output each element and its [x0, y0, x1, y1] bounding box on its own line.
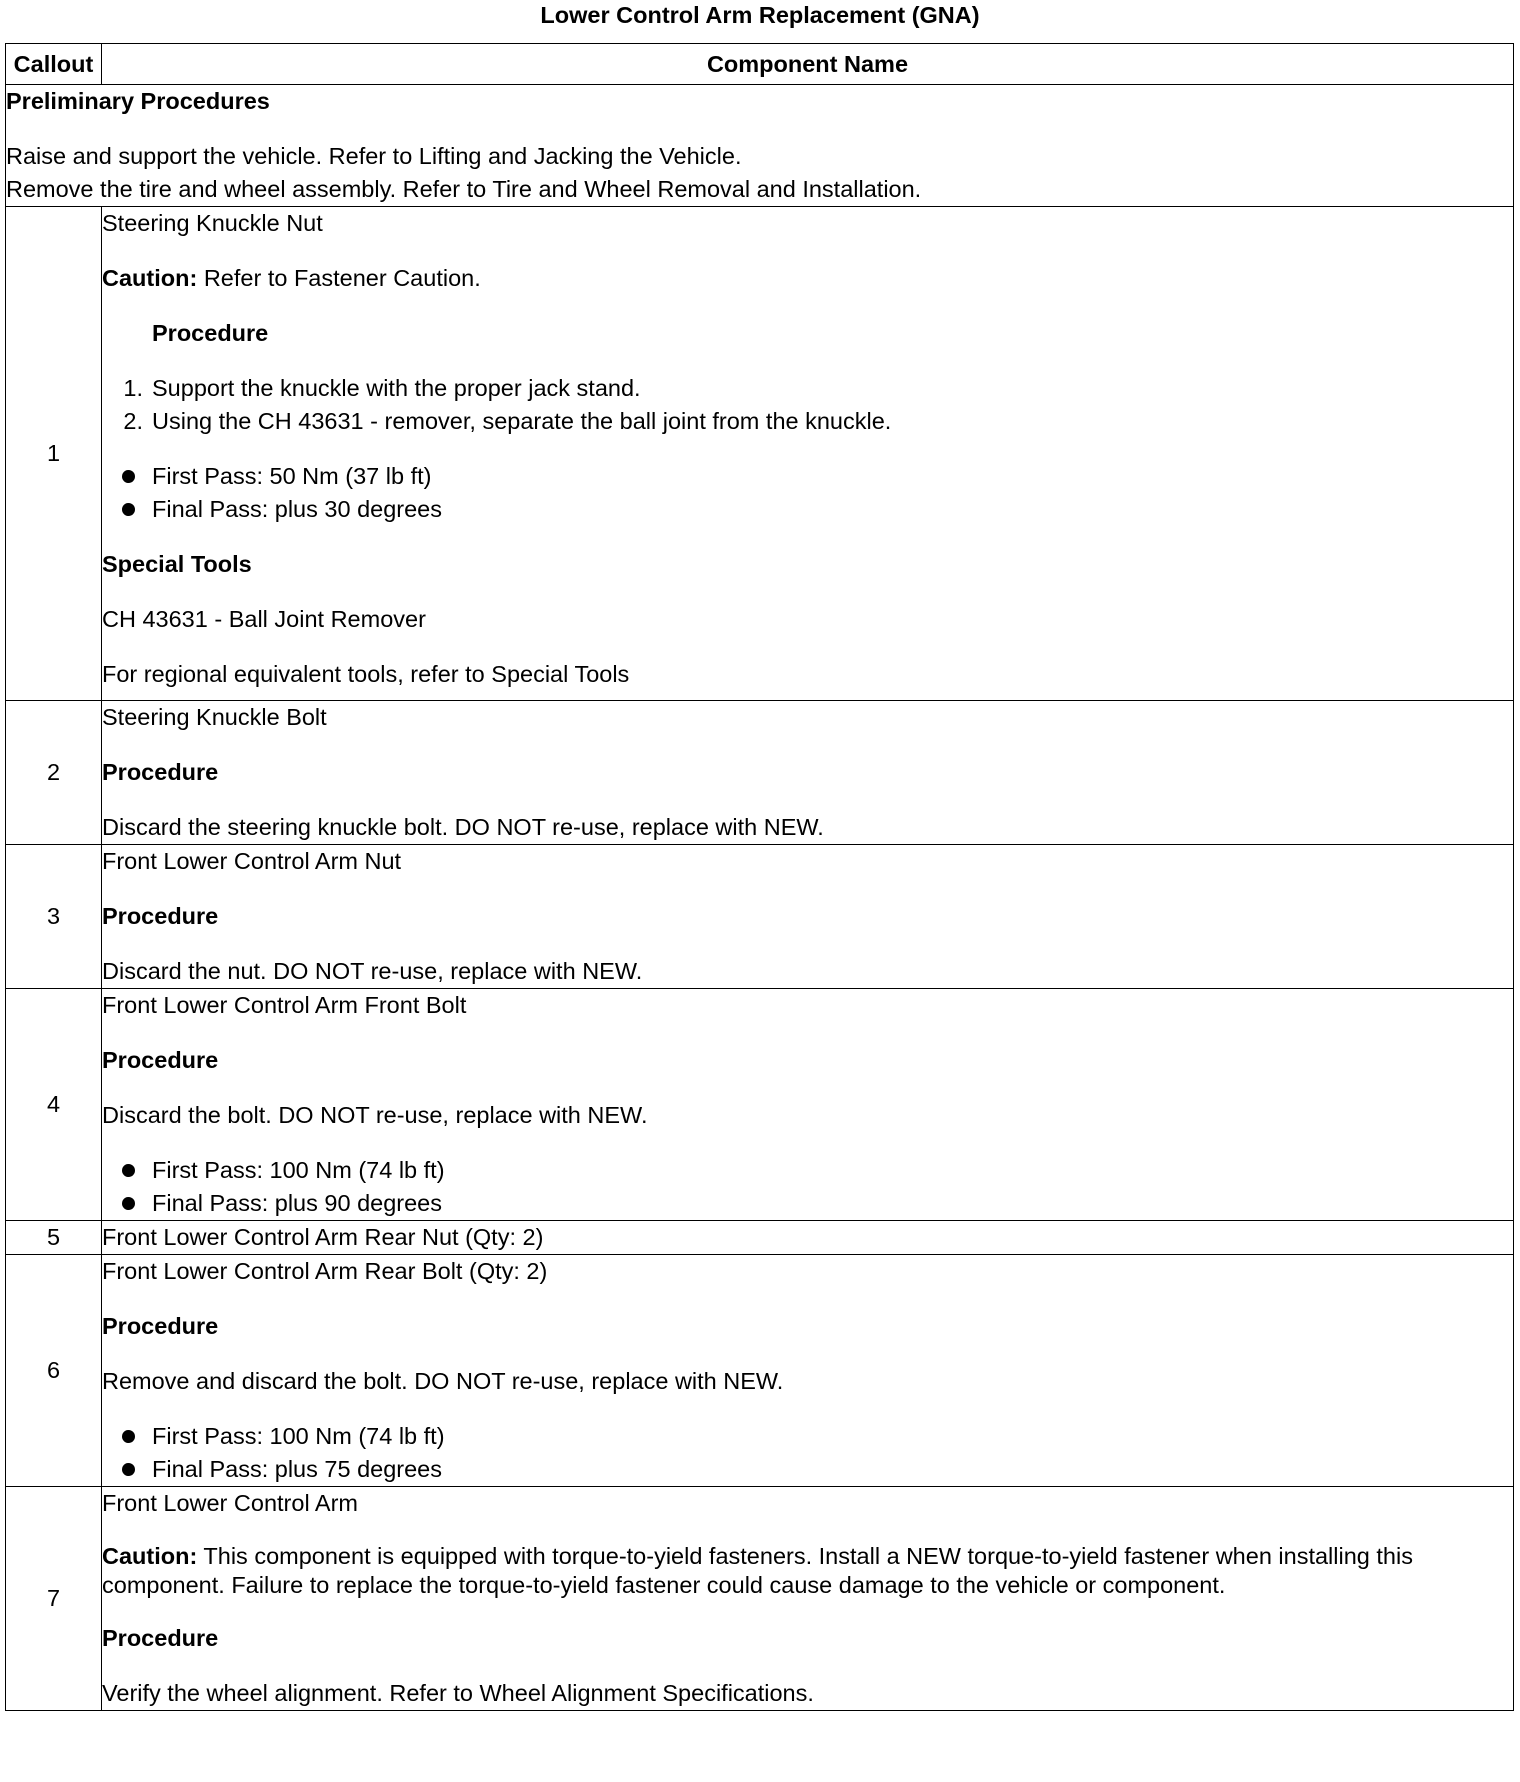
procedure-heading: Procedure	[102, 1625, 219, 1651]
list-item: 1. Support the knuckle with the proper jack stand.	[123, 375, 641, 401]
torque-list	[102, 460, 1513, 526]
component-cell	[102, 207, 1514, 701]
procedure-text: Verify the wheel alignment. Refer to Wheel Alignment Specifications.	[102, 1680, 814, 1706]
procedure-steps	[123, 372, 1513, 438]
preliminary-cell	[6, 85, 1514, 207]
table-row	[6, 701, 1514, 845]
torque-list	[102, 1420, 1513, 1486]
preliminary-steps	[6, 140, 1513, 206]
procedure-heading: Procedure	[102, 759, 219, 785]
table-row	[6, 1255, 1514, 1487]
component-name: Steering Knuckle Bolt	[102, 704, 327, 730]
list-item: First Pass: 100 Nm (74 lb ft)	[102, 1154, 1513, 1187]
table-row	[6, 207, 1514, 701]
table-row	[6, 1221, 1514, 1255]
bullet-icon	[122, 1164, 135, 1177]
callout-number: 1	[6, 207, 102, 701]
component-cell	[102, 1255, 1514, 1487]
special-tool: CH 43631 - Ball Joint Remover	[102, 606, 426, 632]
torque-list	[102, 1154, 1513, 1220]
callout-number: 6	[6, 1255, 102, 1487]
component-name: Front Lower Control Arm Nut	[102, 848, 402, 874]
list-item: Remove the tire and wheel assembly. Refer to Tire and Wheel Removal and Installation.	[6, 176, 922, 202]
component-name-header: Component Name	[102, 44, 1514, 85]
table-row	[6, 1487, 1514, 1711]
callout-number: 7	[6, 1487, 102, 1711]
bullet-icon	[122, 1197, 135, 1210]
list-item: Final Pass: plus 90 degrees	[102, 1187, 1513, 1220]
component-cell	[102, 989, 1514, 1221]
component-table	[5, 43, 1514, 1711]
list-item: 2. Using the CH 43631 - remover, separate the ball joint from the knuckle.	[123, 408, 892, 434]
callout-number: 3	[6, 845, 102, 989]
bullet-icon	[122, 470, 135, 483]
list-item: Final Pass: plus 75 degrees	[102, 1453, 1513, 1486]
procedure-heading: Procedure	[152, 320, 269, 346]
callout-number: 2	[6, 701, 102, 845]
component-name: Front Lower Control Arm Rear Bolt (Qty: 2)	[102, 1258, 548, 1284]
component-name: Front Lower Control Arm Rear Nut (Qty: 2)	[102, 1224, 544, 1250]
callout-number: 4	[6, 989, 102, 1221]
preliminary-row	[6, 85, 1514, 207]
table-header-row	[6, 44, 1514, 85]
procedure-heading: Procedure	[102, 903, 219, 929]
bullet-icon	[122, 1463, 135, 1476]
component-cell	[102, 701, 1514, 845]
component-cell	[102, 1487, 1514, 1711]
regional-tools-note: For regional equivalent tools, refer to Special Tools	[102, 661, 630, 687]
procedure-text: Discard the steering knuckle bolt. DO NOT re-use, replace with NEW.	[102, 814, 824, 840]
preliminary-heading: Preliminary Procedures	[6, 88, 270, 114]
component-name: Steering Knuckle Nut	[102, 210, 323, 236]
component-cell	[102, 1221, 1514, 1255]
table-row	[6, 989, 1514, 1221]
list-item: Final Pass: plus 30 degrees	[102, 493, 1513, 526]
caution-note: Caution: This component is equipped with torque-to-yield fasteners. Install a NEW torque-to-yield fastener when installing this component. Failure to replace the torque-to-yield fastener could cause damage to the vehicle or component.	[102, 1543, 1413, 1598]
bullet-icon	[122, 1430, 135, 1443]
component-name: Front Lower Control Arm Front Bolt	[102, 992, 467, 1018]
procedure-text: Remove and discard the bolt. DO NOT re-use, replace with NEW.	[102, 1368, 784, 1394]
table-row	[6, 845, 1514, 989]
list-item: First Pass: 50 Nm (37 lb ft)	[102, 460, 1513, 493]
list-item: First Pass: 100 Nm (74 lb ft)	[102, 1420, 1513, 1453]
special-tools-heading: Special Tools	[102, 551, 252, 577]
bullet-icon	[122, 503, 135, 516]
document-title: Lower Control Arm Replacement (GNA)	[540, 2, 980, 28]
component-cell	[102, 845, 1514, 989]
caution-note: Caution: Refer to Fastener Caution.	[102, 265, 481, 291]
procedure-text: Discard the nut. DO NOT re-use, replace with NEW.	[102, 958, 643, 984]
procedure-heading: Procedure	[102, 1313, 219, 1339]
procedure-heading: Procedure	[102, 1047, 219, 1073]
callout-number: 5	[6, 1221, 102, 1255]
list-item: Raise and support the vehicle. Refer to Lifting and Jacking the Vehicle.	[6, 143, 742, 169]
callout-header: Callout	[6, 44, 102, 85]
procedure-text: Discard the bolt. DO NOT re-use, replace with NEW.	[102, 1102, 648, 1128]
component-name: Front Lower Control Arm	[102, 1490, 358, 1516]
